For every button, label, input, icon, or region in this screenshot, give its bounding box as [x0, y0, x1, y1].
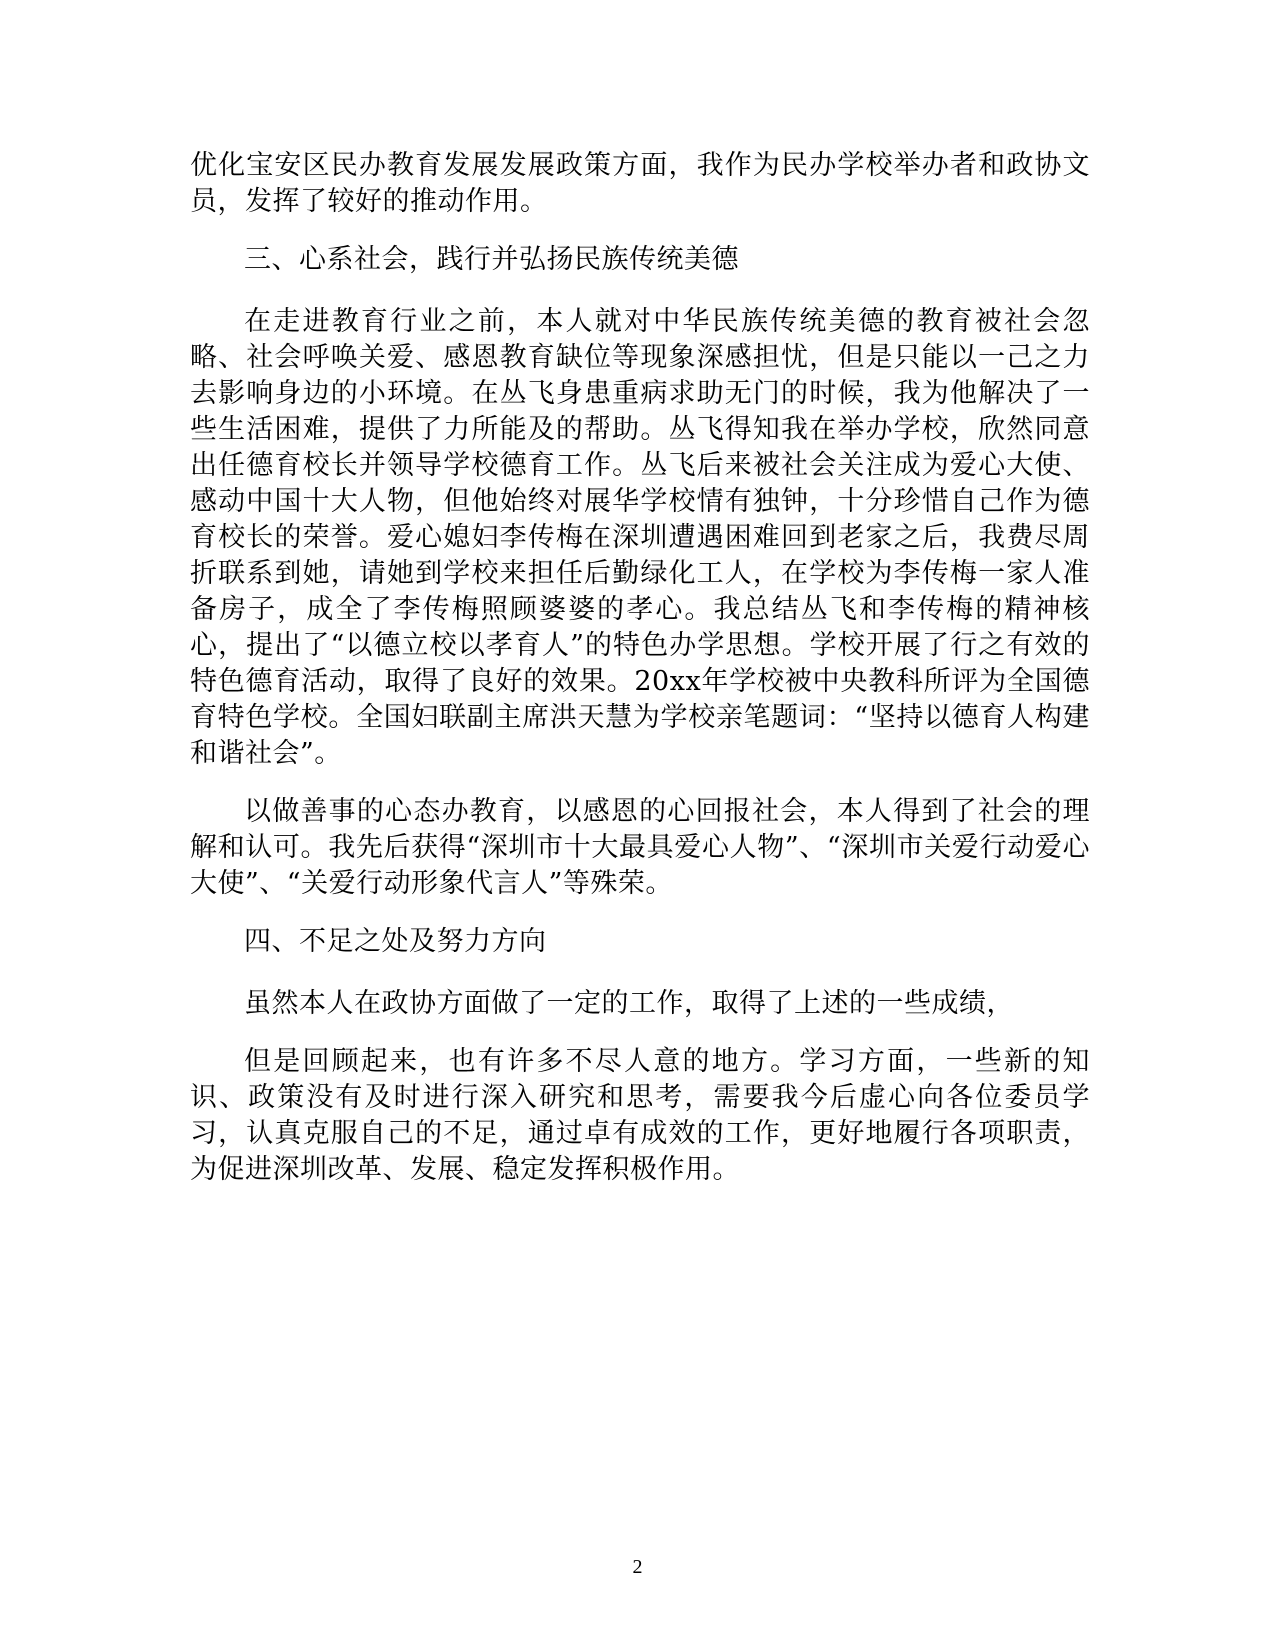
paragraph-body: 以做善事的心态办教育，以感恩的心回报社会，本人得到了社会的理解和认可。我先后获得“深圳市十大最具爱心人物”、“深圳市关爱行动爱心大使”、“关爱行动形象代言人”等殊荣。	[190, 796, 1090, 899]
paragraph-continuation: 优化宝安区民办教育发展发展政策方面，我作为民办学校举办者和政协文员，发挥了较好的推动作用。	[190, 150, 1090, 217]
section-heading-4: 四、不足之处及努力方向	[244, 926, 547, 957]
paragraph-body: 但是回顾起来，也有许多不尽人意的地方。学习方面，一些新的知识、政策没有及时进行深入研究和思考，需要我今后虚心向各位委员学习，认真克服自己的不足，通过卓有成效的工作，更好地履行各项职责，为促进深圳改革、发展、稳定发挥积极作用。	[190, 1046, 1090, 1185]
page-number: 2	[632, 1556, 643, 1578]
document-body	[190, 148, 1090, 1210]
section-heading-3: 三、心系社会，践行并弘扬民族传统美德	[244, 244, 739, 275]
paragraph-body: 虽然本人在政协方面做了一定的工作，取得了上述的一些成绩，	[244, 988, 1014, 1019]
paragraph-body: 在走进教育行业之前，本人就对中华民族传统美德的教育被社会忽略、社会呼唤关爱、感恩教育缺位等现象深感担忧，但是只能以一己之力去影响身边的小环境。在丛飞身患重病求助无门的时候，我为他解决了一些生活困难，提供了力所能及的帮助。丛飞得知我在举办学校，欣然同意出任德育校长并领导学校德育工作。丛飞后来被社会关注成为爱心大使、感动中国十大人物，但他始终对展华学校情有独钟，十分珍惜自己作为德育校长的荣誉。爱心媳妇李传梅在深圳遭遇困难回到老家之后，我费尽周折联系到她，请她到学校来担任后勤绿化工人，在学校为李传梅一家人准备房子，成全了李传梅照顾婆婆的孝心。我总结丛飞和李传梅的精神核心，提出了“以德立校以孝育人”的特色办学思想。学校开展了行之有效的特色德育活动，取得了良好的效果。20xx年学校被中央教科所评为全国德育特色学校。全国妇联副主席洪天慧为学校亲笔题词：“坚持以德育人构建和谐社会”。	[190, 306, 1090, 769]
